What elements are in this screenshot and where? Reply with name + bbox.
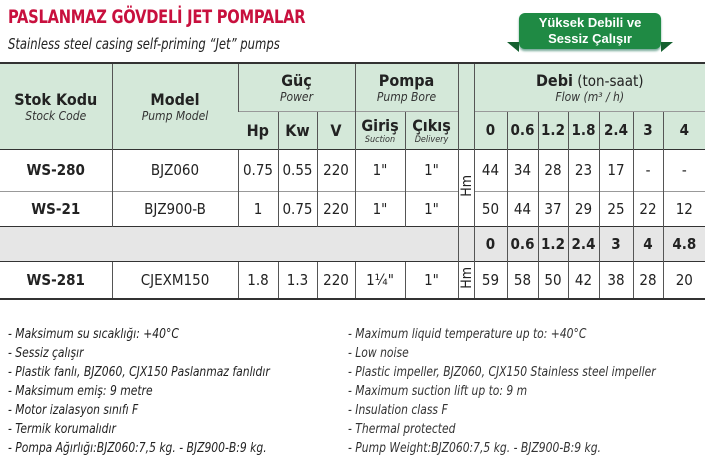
header-hp: Hp [238,111,278,149]
flow-col: 4 [633,226,663,261]
flow-header-row-2 [0,226,705,261]
suction: 1" [355,149,405,191]
note: - Termik korumalıdır [8,422,116,437]
hm-value: 12 [663,191,705,226]
note: - Maximum liquid temperature up to: +40°C [348,327,587,342]
header-v: V [317,111,355,149]
separator-cell [0,226,458,261]
flow-col: 3 [599,226,633,261]
note: - Maksimum emiş: 9 metre [8,384,153,399]
hm-value: 50 [474,191,507,226]
flow-col: 0 [474,226,507,261]
kw: 0.55 [278,149,317,191]
badge-line-2: Sessiz Çalışır [548,31,632,46]
note: - Low noise [348,346,409,361]
note: - Pompa Ağırlığı:BJZ060:7,5 kg. - BJZ900-B:9 kg. [8,441,267,456]
header-power: Güç Power [238,63,355,111]
header-stock-code: Stok Kodu Stock Code [0,63,112,149]
table-row [0,191,705,226]
model: BJZ900-B [112,191,238,226]
flow-col: 0 [474,111,507,149]
hm-label: Hm [458,149,474,226]
voltage: 220 [317,149,355,191]
flow-col: 1.8 [568,111,599,149]
header-pump-bore: Pompa Pump Bore [355,63,458,111]
hm-value: 38 [599,261,633,299]
flow-col: 4.8 [663,226,705,261]
hm-value: 44 [507,191,538,226]
voltage: 220 [317,191,355,226]
notes-turkish [8,325,293,458]
note: - Sessiz çalışır [8,346,84,361]
kw: 1.3 [278,261,317,299]
hm-value: 22 [633,191,663,226]
table-row [0,149,705,191]
hm-value: 29 [568,191,599,226]
kw: 0.75 [278,191,317,226]
note: - Plastik fanlı, BJZ060, CJX150 Paslanmaz fanlıdır [8,365,270,380]
suction: 1" [355,191,405,226]
header-flow: Debi (ton-saat) Flow (m³ / h) [474,63,705,111]
hm-value: 59 [474,261,507,299]
hm-value: 28 [538,149,568,191]
hm-value: 37 [538,191,568,226]
note: - Maksimum su sıcaklığı: +40°C [8,327,179,342]
flow-col: 2.4 [568,226,599,261]
table-row [0,261,705,299]
voltage: 220 [317,261,355,299]
hm-value: 25 [599,191,633,226]
header-suction: Giriş Suction [355,111,405,149]
delivery: 1" [405,191,458,226]
hm-label: Hm [458,261,474,299]
notes-english [348,325,682,458]
pump-spec-table [0,62,705,300]
note: - Plastic impeller, BJZ060, CJX150 Stainless steel impeller [348,365,656,380]
note: - Insulation class F [348,403,448,418]
hm-value: 34 [507,149,538,191]
stock-code: WS-21 [0,191,112,226]
badge-line-1: Yüksek Debili ve [538,15,642,30]
hm-value: 20 [663,261,705,299]
hp: 1 [238,191,278,226]
suction: 1¼" [355,261,405,299]
header-kw: Kw [278,111,317,149]
model: CJEXM150 [112,261,238,299]
flow-col: 3 [633,111,663,149]
header-model: Model Pump Model [112,63,238,149]
hm-value: 17 [599,149,633,191]
hm-value: - [633,149,663,191]
hm-value: - [663,149,705,191]
note: - Motor izalasyon sınıfı F [8,403,139,418]
hm-value: 28 [633,261,663,299]
page-title: PASLANMAZ GÖVDELİ JET POMPALAR [8,6,306,28]
flow-col: 1.2 [538,226,568,261]
flow-col: 2.4 [599,111,633,149]
header-delivery: Çıkış Delivery [405,111,458,149]
model: BJZ060 [112,149,238,191]
delivery: 1" [405,261,458,299]
stock-code: WS-280 [0,149,112,191]
hm-value: 44 [474,149,507,191]
header-gap [458,63,474,149]
note: - Maximum suction lift up to: 9 m [348,384,528,399]
hm-value: 50 [538,261,568,299]
feature-badge [519,13,661,49]
note: - Pump Weight:BJZ060:7,5 kg. - BJZ900-B:9 kg. [348,441,601,456]
note: - Thermal protected [348,422,456,437]
flow-col: 4 [663,111,705,149]
separator-gap [458,226,474,261]
stock-code: WS-281 [0,261,112,299]
hm-value: 58 [507,261,538,299]
hp: 1.8 [238,261,278,299]
hm-value: 42 [568,261,599,299]
flow-col: 1.2 [538,111,568,149]
hp: 0.75 [238,149,278,191]
page-subtitle: Stainless steel casing self-priming “Jet” pumps [8,35,280,53]
flow-col: 0.6 [507,111,538,149]
delivery: 1" [405,149,458,191]
flow-col: 0.6 [507,226,538,261]
hm-value: 23 [568,149,599,191]
header-row [0,63,705,111]
